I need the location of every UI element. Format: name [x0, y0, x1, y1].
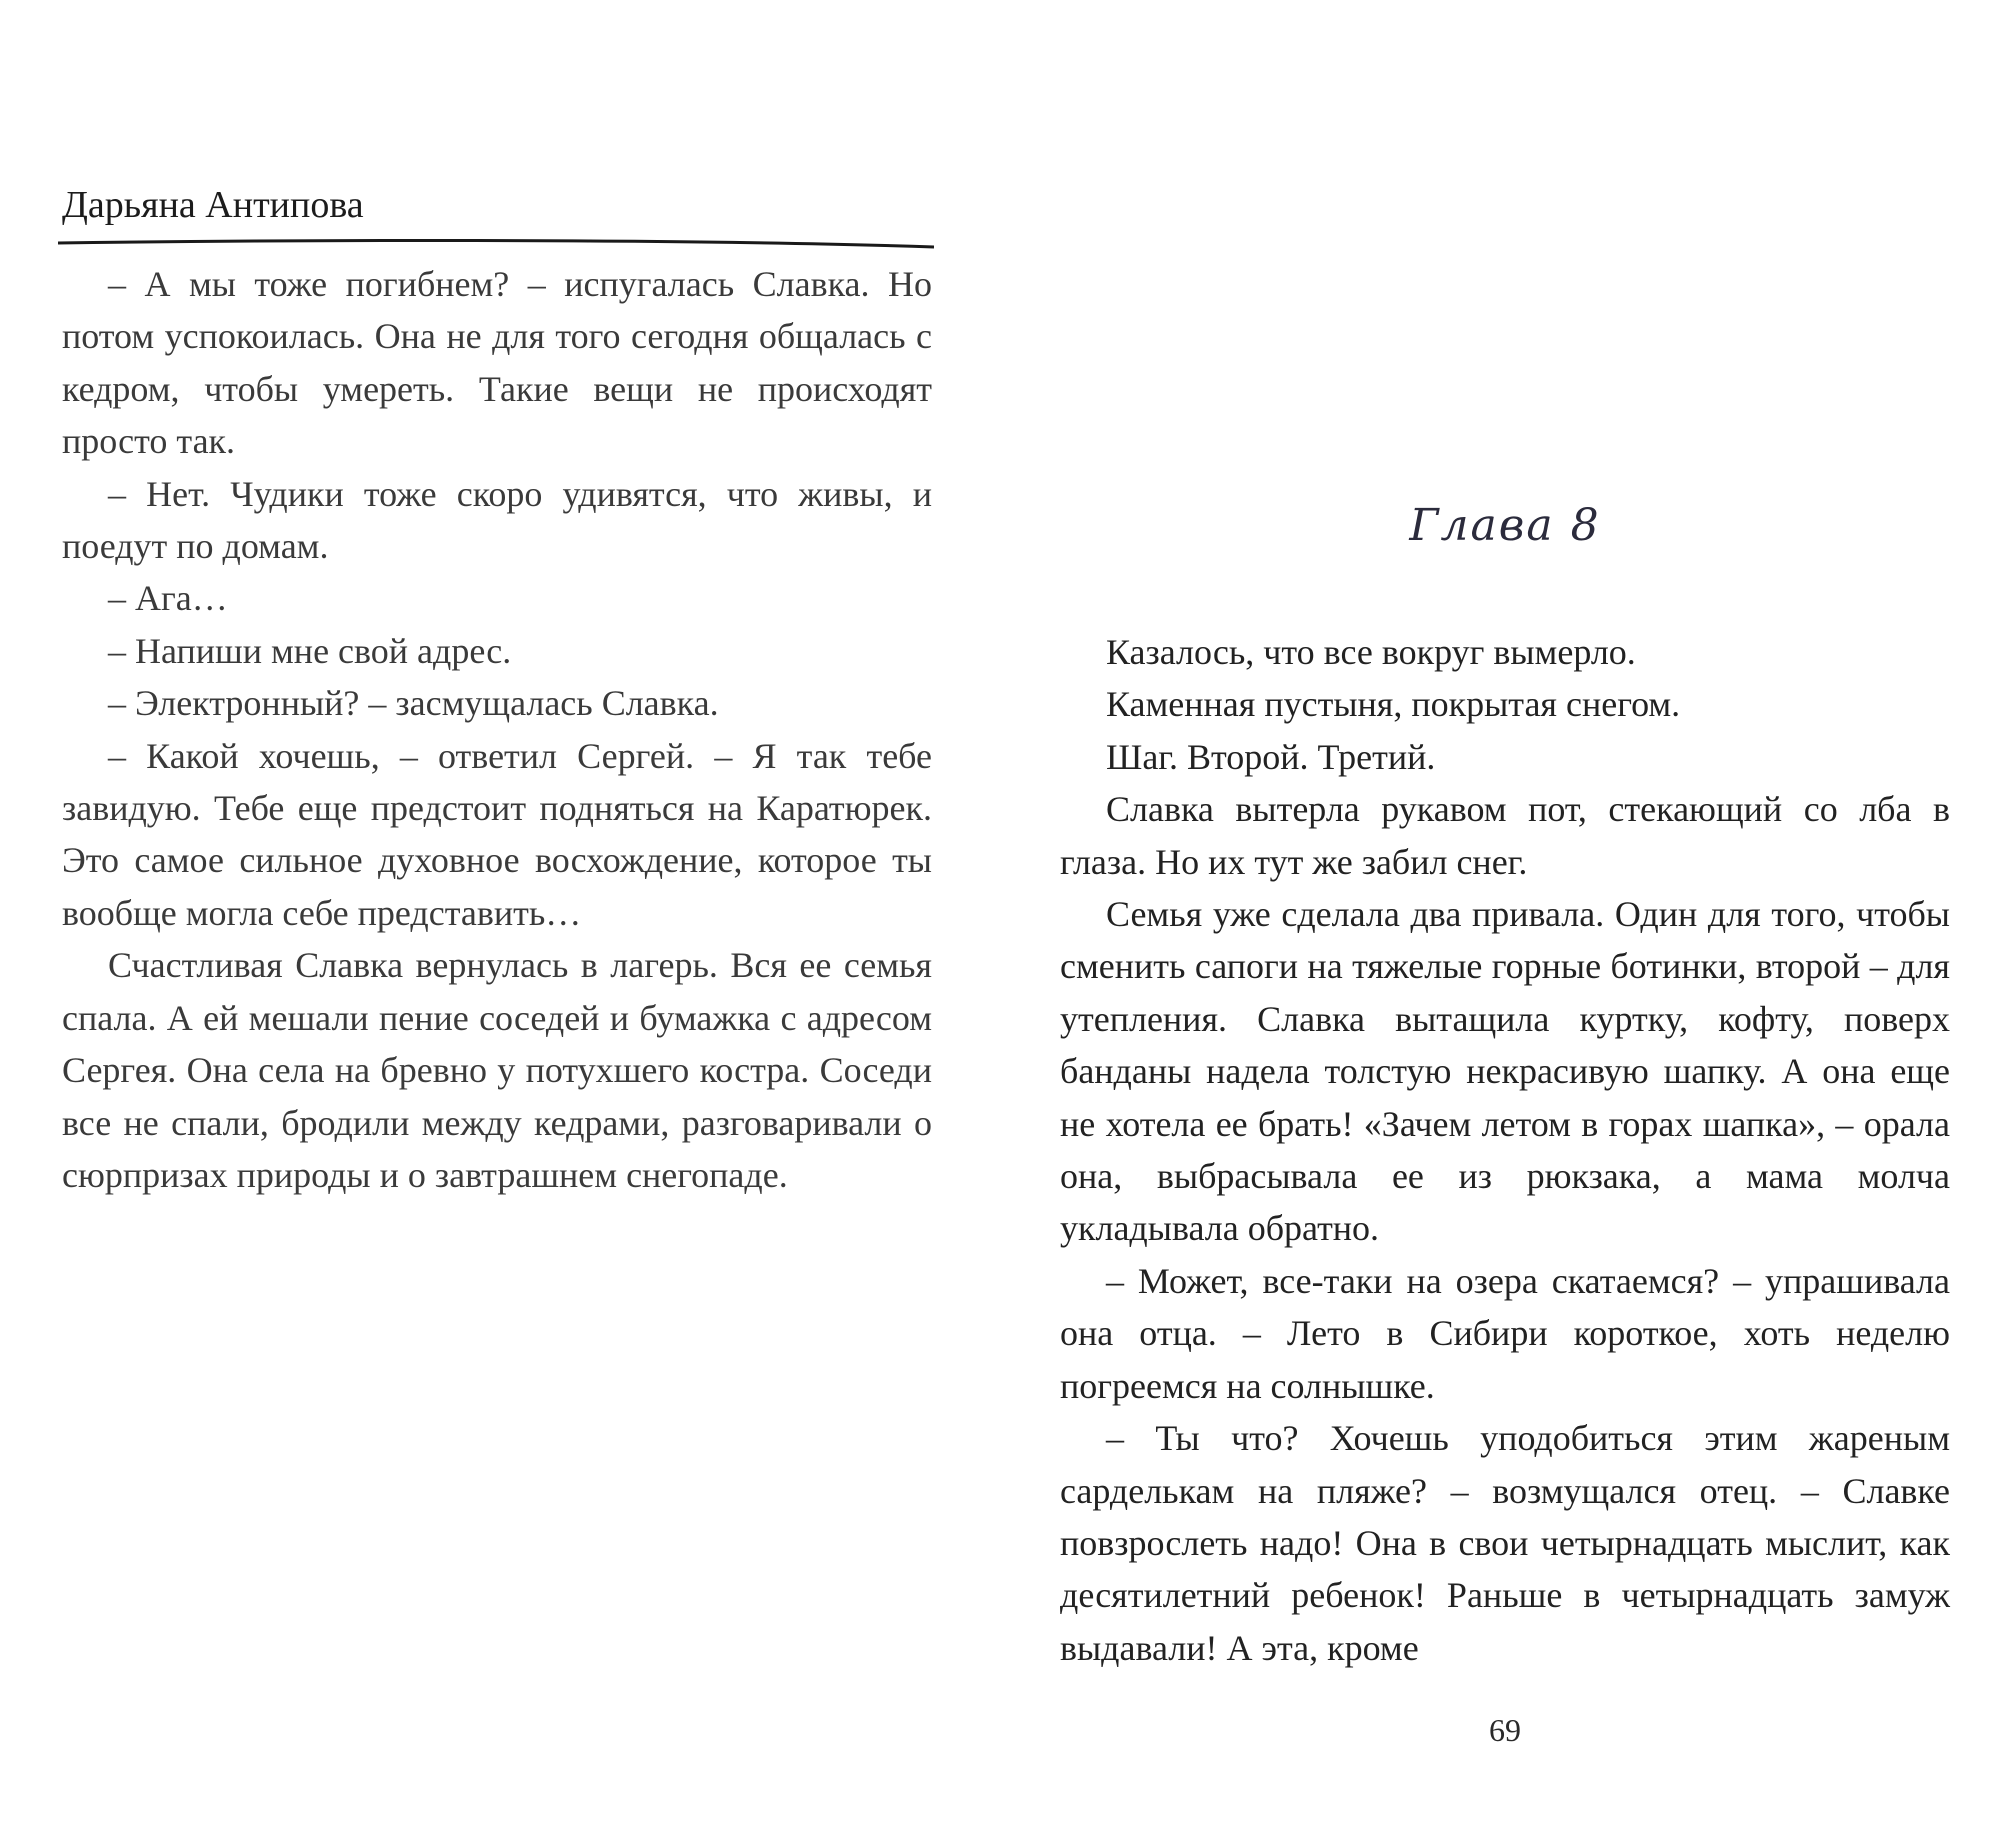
- paragraph: Шаг. Второй. Третий.: [1106, 736, 1436, 777]
- paragraph: – Какой хочешь, – ответил Сергей. – Я так тебе завидую. Тебе еще предстоит подняться на Каратюрек. Это самое сильное духовное восхождение, которое ты вообще могла себе представить…: [62, 735, 932, 933]
- paragraph: Казалось, что все вокруг вымерло.: [1106, 632, 1636, 672]
- paragraph: Славка вытерла рукавом пот, стекающий со лба в глаза. Но их тут же забил снег.: [1060, 789, 1950, 882]
- paragraph: – Ты что? Хочешь уподобиться этим жареным сарделькам на пляже? – возмущался отец. – Славке повзрослеть надо! Она в свои четырнадцать мыслит, как десятилетний ребенок! Раньше в четырнадцать замуж выдавали! А эта, кроме: [1060, 1418, 1950, 1668]
- left-page-text: [62, 258, 932, 1201]
- paragraph: Семья уже сделала два привала. Один для того, чтобы сменить сапоги на тяжелые горные ботинки, второй – для утепления. Славка вытащила куртку, кофту, поверх банданы надела толстую некрасивую шапку. А она еще не хотела ее брать! «Зачем летом в горах шапка», – орала она, выбрасывала ее из рюкзака, а мама молча укладывала обратно.: [1060, 894, 1950, 1249]
- paragraph: – Напиши мне свой адрес.: [108, 630, 512, 671]
- running-head-author: Дарьяна Антипова: [62, 184, 364, 226]
- paragraph: Каменная пустыня, покрытая снегом.: [1106, 684, 1681, 725]
- paragraph: – Ага…: [108, 578, 228, 619]
- header-rule: [58, 236, 934, 250]
- paragraph: – Может, все-таки на озера скатаемся? – упрашивала она отца. – Лето в Сибири короткое, хоть неделю погреемся на солнышке.: [1060, 1260, 1950, 1406]
- paragraph: – Электронный? – засмущалась Славка.: [108, 683, 719, 724]
- right-page-text: [1060, 626, 1950, 1674]
- paragraph: Счастливая Славка вернулась в лагерь. Вся ее семья спала. А ей мешали пение соседей и бумажка с адресом Сергея. Она села на бревно у потухшего костра. Соседи все не спали, бродили между кедрами, разговаривали о сюрпризах природы и о завтрашнем снегопаде.: [62, 945, 932, 1195]
- paragraph: – Нет. Чудики тоже скоро удивятся, что живы, и поедут по домам.: [62, 473, 932, 567]
- chapter-title: Глава 8: [1409, 500, 1601, 551]
- paragraph: – А мы тоже погибнем? – испугалась Славка. Но потом успокоилась. Она не для того сегодня общалась с кедром, чтобы умереть. Такие вещи не происходят просто так.: [62, 264, 932, 462]
- page-number: 69: [1489, 1712, 1521, 1748]
